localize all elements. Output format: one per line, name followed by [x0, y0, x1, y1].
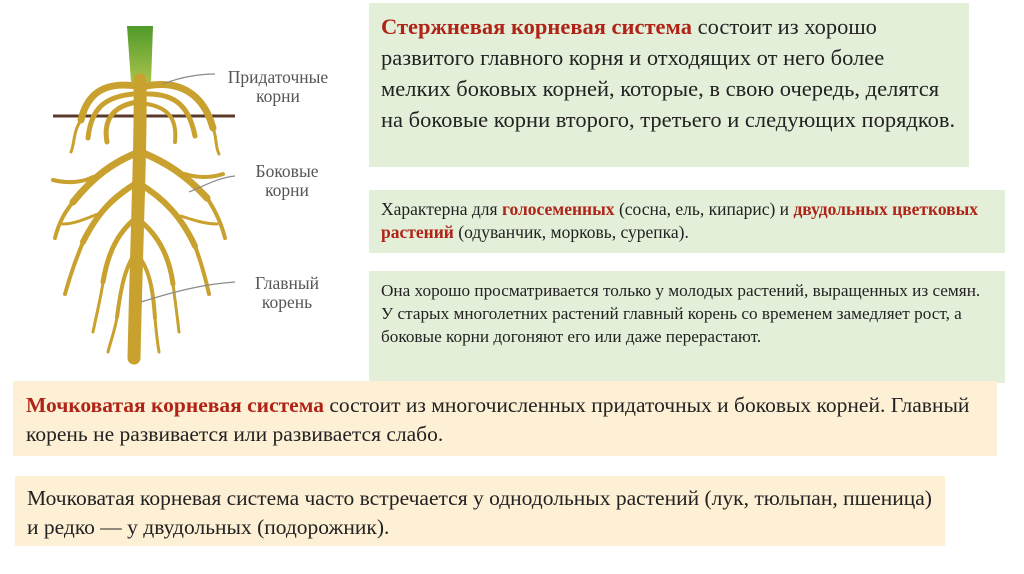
label-main-root — [227, 274, 347, 312]
text-segment: (одуванчик, морковь, сурепка). — [453, 222, 689, 242]
dicots-term: двудольных цветковых растений — [381, 199, 979, 242]
label-pointers — [141, 74, 235, 302]
fibrous-definition-box — [13, 381, 997, 456]
taproot-definition-box — [369, 3, 969, 167]
label-adventitious-roots — [209, 68, 347, 106]
taproot-term: Стержневая корневая система — [381, 14, 692, 39]
label-line-2: корни — [265, 180, 309, 200]
taproot-note-box — [369, 271, 1005, 383]
label-line-2: корень — [261, 292, 313, 312]
taproot-note-text: Она хорошо просматривается только у молодых растений, выращенных из семян. У старых многолетних растений главный корень со временем замедляет рост, а боковые корни догоняют его или даже перерастают. — [381, 281, 981, 346]
fibrous-definition-text: состоит из многочисленных придаточных и боковых корней. Главный корень не развивается или развивается слабо. — [26, 393, 970, 446]
taproot-definition-text: состоит из хорошо развитого главного корня и отходящих от него более мелких боковых корней, которые, в свою очередь, делятся на боковые корни второго, третьего и следующих порядков. — [381, 14, 956, 132]
label-line-2: корни — [256, 86, 300, 106]
label-line-1: Главный — [254, 273, 320, 293]
taproot-diagram — [3, 2, 348, 376]
fibrous-term: Мочковатая корневая система — [26, 393, 324, 417]
text-segment: (сосна, ель, кипарис) и — [614, 199, 794, 219]
taproot-examples-box — [369, 190, 1005, 253]
label-line-1: Боковые — [255, 161, 319, 181]
label-line-1: Придаточные — [227, 67, 329, 87]
root-branches — [53, 80, 225, 358]
text-segment: Характерна для — [381, 199, 502, 219]
gymnosperms-term: голосеменных — [501, 199, 615, 219]
label-lateral-roots — [227, 162, 347, 200]
fibrous-examples-box — [15, 476, 945, 546]
fibrous-examples-text: Мочковатая корневая система часто встречается у однодольных растений (лук, тюльпан, пшеница) и редко — у двудольных (подорожник). — [27, 486, 932, 539]
